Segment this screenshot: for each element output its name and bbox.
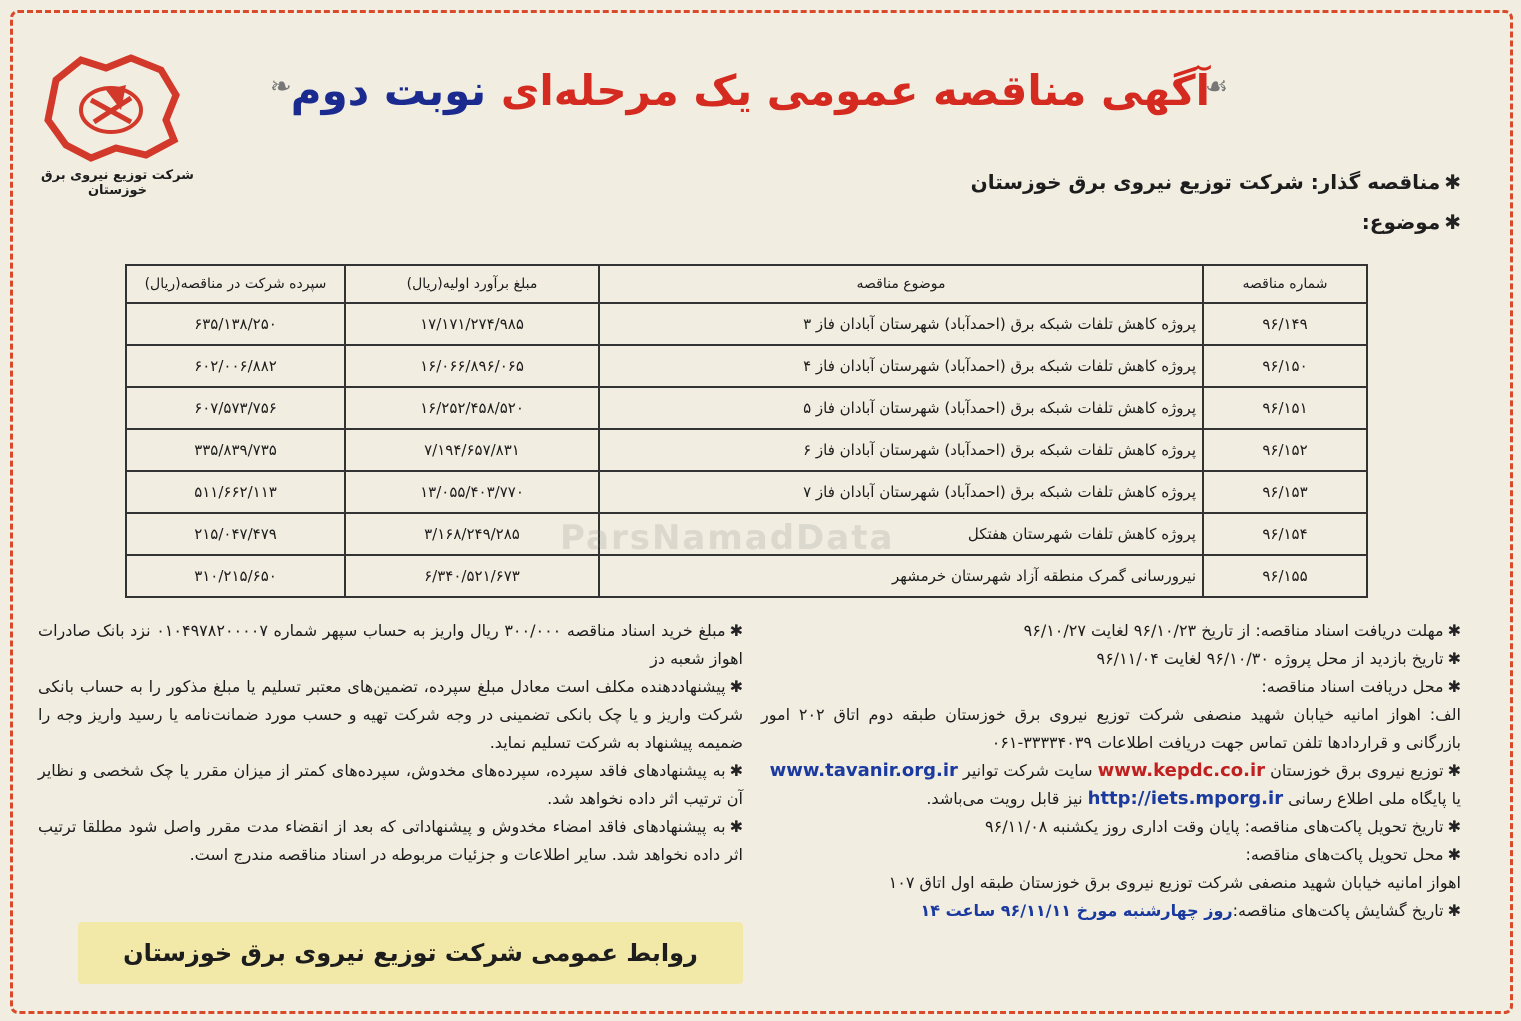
table-row	[126, 429, 1367, 471]
cell-subject: پروژه کاهش تلفات شهرستان هفتکل	[599, 513, 1203, 555]
table-row	[126, 345, 1367, 387]
iets-link[interactable]: http://iets.mporg.ir	[1087, 788, 1284, 809]
info-column-left	[38, 617, 743, 869]
cell-number: ۹۶/۱۵۵	[1203, 555, 1367, 597]
late-proposal-note: ✱به پیشنهادهای فاقد امضاء مخدوش و پیشنهاداتی که بعد از انقضاء مدت مقرر واصل شود مطلقا ترتیب اثر داده نخواهد شد. سایر اطلاعات و جزئیات مربوطه در اسناد مناقصه مندرج است.	[38, 817, 743, 864]
table-row	[126, 303, 1367, 345]
purchase-note: ✱مبلغ خرید اسناد مناقصه ۳۰۰/۰۰۰ ریال واریز به حساب سپهر شماره ۰۱۰۴۹۷۸۲۰۰۰۰۷ نزد بانک صادرات اهواز شعبه دز	[38, 621, 743, 668]
websites-line: ✱توزیع نیروی برق خوزستان www.kepdc.co.ir سایت شرکت توانیر www.tavanir.org.ir	[769, 760, 1461, 781]
ornament-right-icon: ☙	[1205, 72, 1229, 102]
subject-label: ✱موضوع:	[1361, 210, 1461, 234]
info-column-right	[761, 617, 1461, 925]
cell-subject: پروژه کاهش تلفات شبکه برق (احمدآباد) شهرستان آبادان فاز ۵	[599, 387, 1203, 429]
delivery-place: اهواز امانیه خیابان شهید منصفی شرکت توزیع نیروی برق خوزستان طبقه اول اتاق ۱۰۷	[888, 873, 1461, 892]
location-a: الف: اهواز امانیه خیابان شهید منصفی شرکت توزیع نیروی برق خوزستان طبقه دوم اتاق ۲۰۲ امور بازرگانی و قراردادها تلفن تماس جهت دریافت اطلاعات ۳۳۳۳۴۰۳۹-۰۶۱	[761, 705, 1461, 752]
kepdc-link[interactable]: www.kepdc.co.ir	[1097, 760, 1266, 781]
cell-number: ۹۶/۱۵۳	[1203, 471, 1367, 513]
cell-deposit: ۳۱۰/۲۱۵/۶۵۰	[126, 555, 345, 597]
cell-estimate: ۱۶/۲۵۲/۴۵۸/۵۲۰	[345, 387, 599, 429]
cell-estimate: ۱۷/۱۷۱/۲۷۴/۹۸۵	[345, 303, 599, 345]
cell-number: ۹۶/۱۴۹	[1203, 303, 1367, 345]
bullet-star-icon: ✱	[1444, 170, 1461, 194]
deadline-line: ✱مهلت دریافت اسناد مناقصه: از تاریخ ۹۶/۱۰/۲۳ لغایت ۹۶/۱۰/۲۷	[1023, 621, 1461, 640]
table-row	[126, 387, 1367, 429]
cell-deposit: ۲۱۵/۰۴۷/۴۷۹	[126, 513, 345, 555]
cell-deposit: ۶۰۲/۰۰۶/۸۸۲	[126, 345, 345, 387]
cell-number: ۹۶/۱۵۰	[1203, 345, 1367, 387]
cell-number: ۹۶/۱۵۲	[1203, 429, 1367, 471]
title-main: آگهی مناقصه عمومی یک مرحله‌ای	[500, 66, 1210, 115]
opening-line: ✱تاریخ گشایش پاکت‌های مناقصه:روز چهارشنبه مورخ ۹۶/۱۱/۱۱ ساعت ۱۴	[920, 901, 1461, 920]
cell-subject: پروژه کاهش تلفات شبکه برق (احمدآباد) شهرستان آبادان فاز ۶	[599, 429, 1203, 471]
header-subject: موضوع مناقصه	[599, 265, 1203, 303]
cell-subject: پروژه کاهش تلفات شبکه برق (احمدآباد) شهرستان آبادان فاز ۷	[599, 471, 1203, 513]
header-tender-number: شماره مناقصه	[1203, 265, 1367, 303]
cell-estimate: ۱۳/۰۵۵/۴۰۳/۷۷۰	[345, 471, 599, 513]
cell-estimate: ۷/۱۹۴/۶۵۷/۸۳۱	[345, 429, 599, 471]
cell-estimate: ۱۶/۰۶۶/۸۹۶/۰۶۵	[345, 345, 599, 387]
cell-number: ۹۶/۱۵۴	[1203, 513, 1367, 555]
cell-estimate: ۳/۱۶۸/۲۴۹/۲۸۵	[345, 513, 599, 555]
cell-number: ۹۶/۱۵۱	[1203, 387, 1367, 429]
ornament-left-icon: ❧	[270, 72, 292, 102]
deposit-note: ✱پیشنهاددهنده مکلف است معادل مبلغ سپرده، تضمین‌های معتبر تسلیم یا مبلغ مذکور را به حساب بانکی شرکت واریز و یا چک بانکی تضمینی در وجه شرکت تهیه و حسب مورد ضمانت‌نامه یا رسید واریز وجه را ضمیمه پیشنهاد به شرکت تسلیم نماید.	[38, 677, 743, 752]
cell-estimate: ۶/۳۴۰/۵۲۱/۶۷۳	[345, 555, 599, 597]
header-estimate: مبلغ برآورد اولیه(ریال)	[345, 265, 599, 303]
table-row	[126, 555, 1367, 597]
table-header-row	[126, 265, 1367, 303]
cell-deposit: ۶۳۵/۱۳۸/۲۵۰	[126, 303, 345, 345]
delivery-date: ✱تاریخ تحویل پاکت‌های مناقصه: پایان وقت اداری روز یکشنبه ۹۶/۱۱/۰۸	[985, 817, 1461, 836]
cell-subject: پروژه کاهش تلفات شبکه برق (احمدآباد) شهرستان آبادان فاز ۳	[599, 303, 1203, 345]
cell-deposit: ۶۰۷/۵۷۳/۷۵۶	[126, 387, 345, 429]
cell-deposit: ۳۳۵/۸۳۹/۷۳۵	[126, 429, 345, 471]
tender-giver: ✱مناقصه گذار: شرکت توزیع نیروی برق خوزستان	[970, 170, 1461, 194]
invalid-deposit-note: ✱به پیشنهادهای فاقد سپرده، سپرده‌های مخدوش، سپرده‌های کمتر از میزان مقرر یا چک شخصی و نظایر آن ترتیب اثر داده نخواهد شد.	[38, 761, 743, 808]
bullet-star-icon: ✱	[1444, 210, 1461, 234]
websites-line-2: یا پایگاه ملی اطلاع رسانی http://iets.mporg.ir نیز قابل رویت می‌باشد.	[926, 788, 1461, 809]
location-label: ✱محل دریافت اسناد مناقصه:	[1261, 677, 1461, 696]
visit-line: ✱تاریخ بازدید از محل پروژه ۹۶/۱۰/۳۰ لغایت ۹۶/۱۱/۰۴	[1096, 649, 1461, 668]
cell-deposit: ۵۱۱/۶۶۲/۱۱۳	[126, 471, 345, 513]
delivery-place-label: ✱محل تحویل پاکت‌های مناقصه:	[1245, 845, 1461, 864]
logo-company-name: شرکت توزیع نیروی برق خوزستان	[41, 168, 194, 198]
cell-subject: نیرورسانی گمرک منطقه آزاد شهرستان خرمشهر	[599, 555, 1203, 597]
page-title	[290, 66, 1210, 126]
header-deposit: سپرده شرکت در مناقصه(ریال)	[126, 265, 345, 303]
title-round: نوبت دوم	[290, 66, 487, 115]
watermark: ParsNamadData	[560, 518, 895, 558]
table-row	[126, 471, 1367, 513]
company-logo	[36, 50, 186, 165]
public-relations-banner: روابط عمومی شرکت توزیع نیروی برق خوزستان	[78, 922, 743, 984]
tavanir-link[interactable]: www.tavanir.org.ir	[769, 760, 958, 781]
cell-subject: پروژه کاهش تلفات شبکه برق (احمدآباد) شهرستان آبادان فاز ۴	[599, 345, 1203, 387]
